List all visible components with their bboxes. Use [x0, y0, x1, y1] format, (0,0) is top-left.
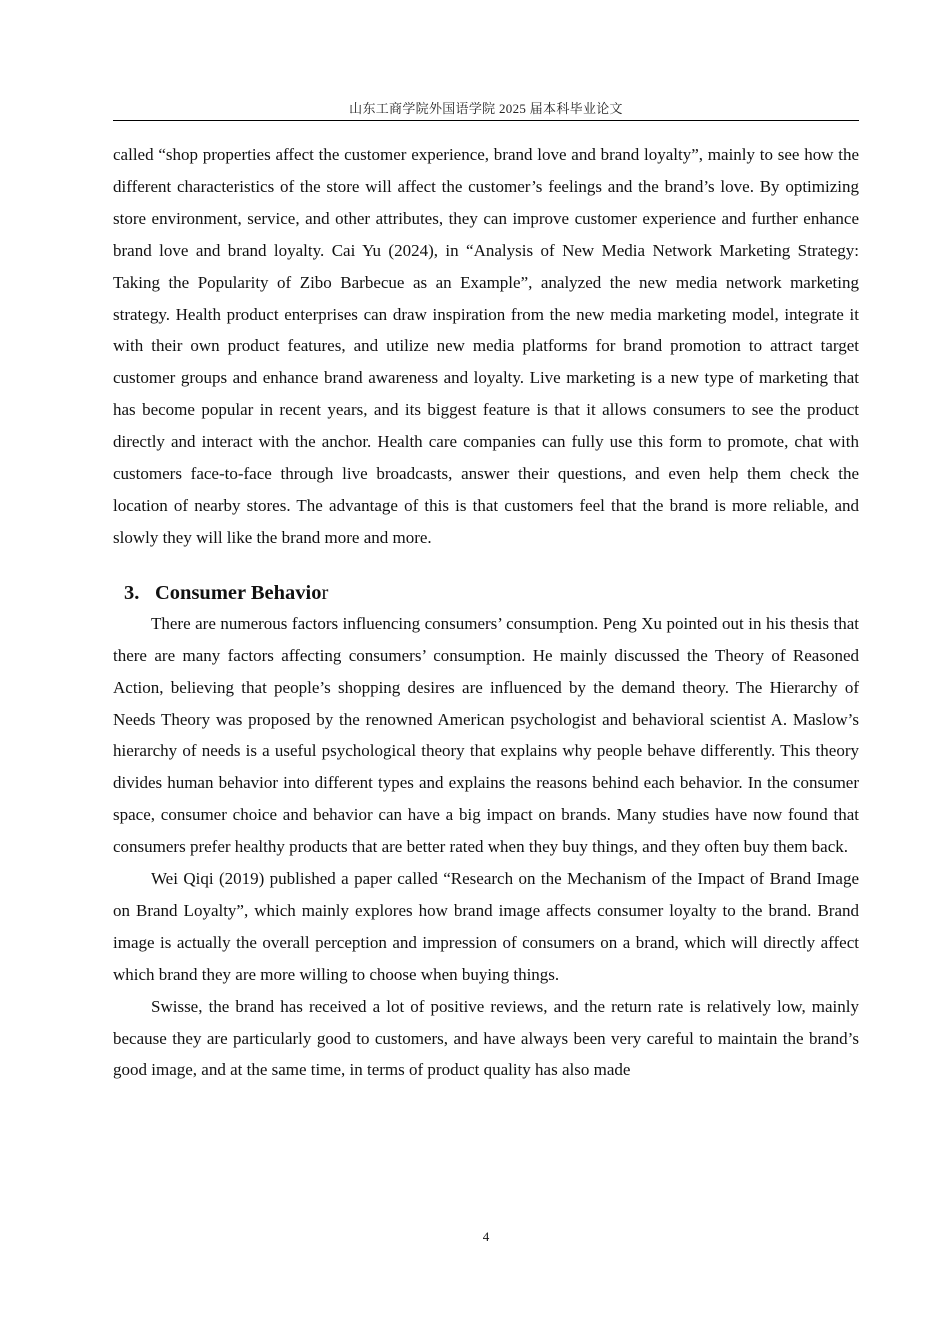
header-rule [113, 120, 859, 121]
page-number: 4 [482, 1229, 490, 1244]
paragraph-consumer-factors: There are numerous factors influencing consumers’ consumption. Peng Xu pointed out in his thesis that there are many factors affecting consumers’ consumption. He mainly discussed the Theory of Reasoned Action, believing that people’s shopping desires are influenced by the demand theory. The Hierarchy of Needs Theory was proposed by the renowned American psychologist and behavioral scientist A. Maslow’s hierarchy of needs is a useful psychological theory that explains why people behave differently. This theory divides human behavior into different types and explains the reasons behind each behavior. In the consumer space, consumer choice and behavior can have a big impact on brands. Many studies have now found that consumers prefer healthy products that are better rated when they buy things, and they often buy them back. [113, 613, 859, 857]
section-title-tail: r [321, 581, 329, 604]
paragraph-continued: called “shop properties affect the customer experience, brand love and brand loyalty”, mainly to see how the different characteristics of the store will affect the customer’s feelings and the brand’s love. By optimizing store environment, service, and other attributes, they can improve customer experience and further enhance brand love and brand loyalty. Cai Yu (2024), in “Analysis of New Media Network Marketing Strategy: Taking the Popularity of Zibo Barbecue as an Example”, analyzed the new media network marketing strategy. Health product enterprises can draw inspiration from the new media marketing model, integrate it with their own product features, and utilize new media platforms for brand promotion to attract target customer groups and enhance brand awareness and loyalty. Live marketing is a new type of marketing that has become popular in recent years, and its biggest feature is that it allows consumers to see the product directly and interact with the anchor. Health care companies can fully use this form to promote, chat with customers face-to-face through live broadcasts, answer their questions, and even help them check the location of nearby stores. The advantage of this is that customers feel that the brand is more reliable, and slowly they will like the brand more and more. [113, 145, 859, 547]
paragraph-swisse: Swisse, the brand has received a lot of positive reviews, and the return rate is relatively low, mainly because they are particularly good to customers, and have always been very careful to maintain the brand’s good image, and at the same time, in terms of product quality has also made [113, 996, 859, 1080]
paragraph-brand-image: Wei Qiqi (2019) published a paper called “Research on the Mechanism of the Impact of Brand Image on Brand Loyalty”, which mainly explores how brand image affects consumer loyalty to the brand. Brand image is actually the overall perception and impression of consumers on a brand, which will directly affect which brand they are more willing to choose when buying things. [113, 869, 859, 984]
section-number: 3. [124, 581, 140, 604]
section-heading [113, 576, 859, 610]
running-header: 山东工商学院外国语学院 2025 届本科毕业论文 [349, 101, 623, 116]
section-title: Consumer Behavio [155, 581, 322, 604]
body-text [113, 139, 859, 1086]
